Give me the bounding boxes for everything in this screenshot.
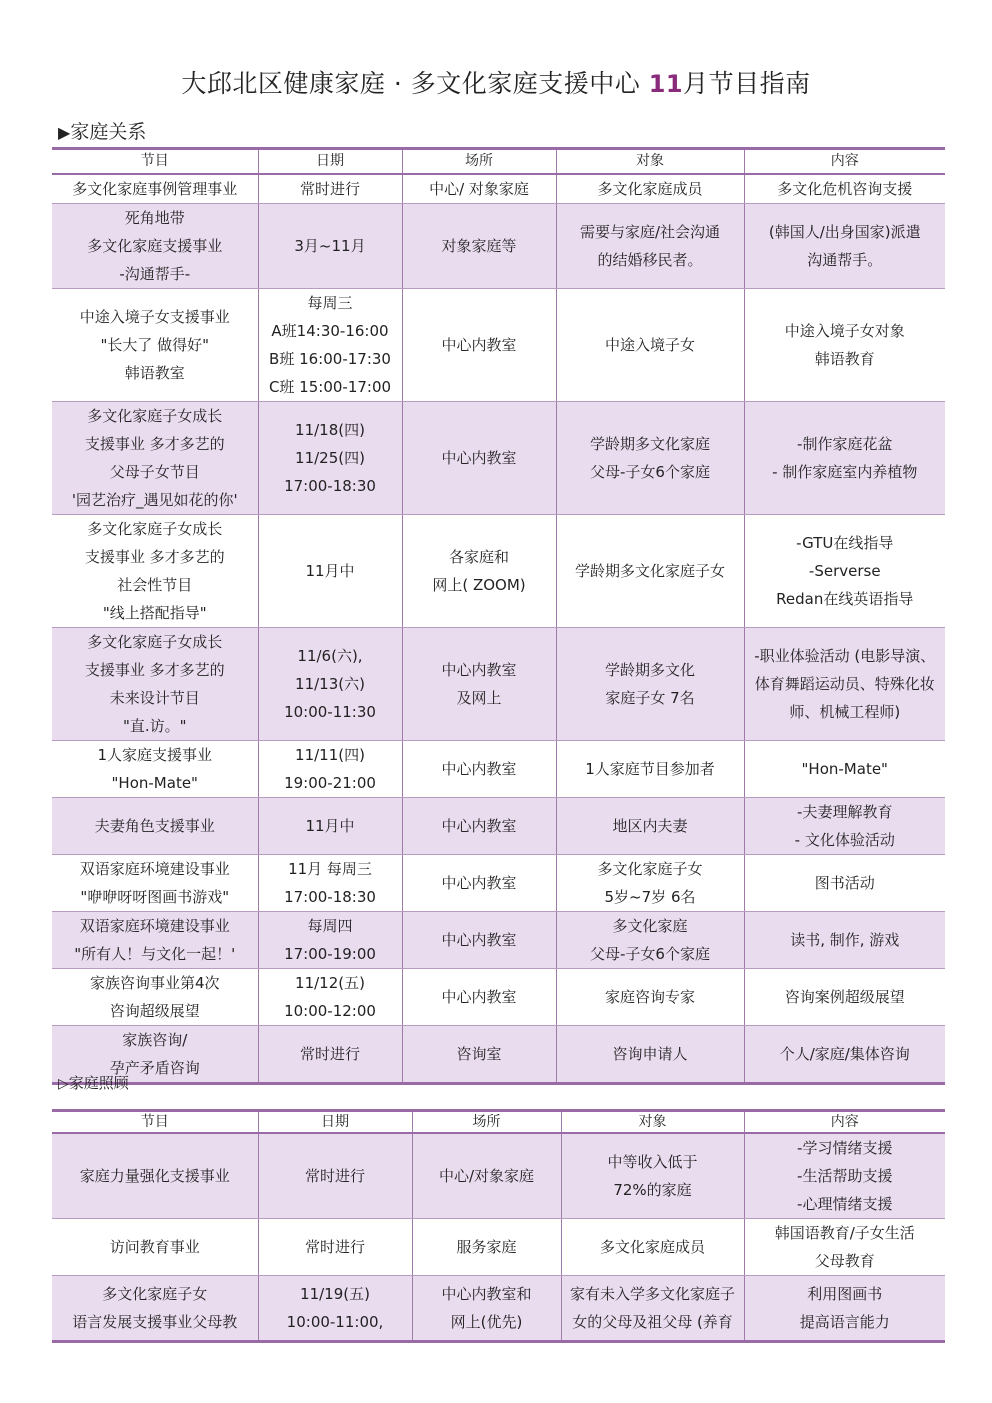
- cell-date: 常时进行: [258, 1025, 402, 1083]
- cell-target: 地区内夫妻: [556, 797, 744, 854]
- cell-date: 11/12(五) 10:00-12:00: [258, 968, 402, 1025]
- cell-place: 中心内教室: [402, 797, 556, 854]
- cell-place: 中心内教室: [402, 740, 556, 797]
- column-header-target: 对象: [561, 1111, 744, 1134]
- cell-date: 常时进行: [258, 1133, 412, 1219]
- table-row: [52, 1219, 945, 1276]
- column-header-content: 内容: [744, 149, 945, 174]
- cell-target: 1人家庭节目参加者: [556, 740, 744, 797]
- title-prefix: 大邱北区健康家庭 · 多文化家庭支援中心: [181, 69, 641, 98]
- cell-place: 中心内教室: [402, 401, 556, 514]
- cell-content: 中途入境子女对象 韩语教育: [744, 288, 945, 401]
- table-row: [52, 740, 945, 797]
- section-heading-family-care: [58, 1072, 129, 1093]
- cell-target: 多文化家庭成员: [561, 1219, 744, 1276]
- section-heading-family-relations: [58, 117, 146, 144]
- cell-date: 11月 每周三 17:00-18:30: [258, 854, 402, 911]
- cell-place: 中心内教室 及网上: [402, 627, 556, 740]
- cell-place: 中心内教室: [402, 854, 556, 911]
- column-header-content: 内容: [744, 1111, 945, 1134]
- table-row: [52, 1133, 945, 1219]
- cell-date: 11/18(四) 11/25(四) 17:00-18:30: [258, 401, 402, 514]
- page-title: [0, 64, 992, 100]
- table-row: [52, 1025, 945, 1083]
- cell-content: -职业体验活动 (电影导演、 体育舞蹈运动员、特殊化妆 师、机械工程师): [744, 627, 945, 740]
- solid-triangle-icon: ▶: [58, 123, 71, 142]
- cell-content: 利用图画书 提高语言能力: [744, 1276, 945, 1342]
- cell-program: 多文化家庭子女 语言发展支援事业父母教: [52, 1276, 258, 1342]
- cell-program: 双语家庭环境建设事业 "所有人！与文化一起！': [52, 911, 258, 968]
- cell-content: (韩国人/出身国家)派遣 沟通帮手。: [744, 203, 945, 288]
- cell-content: -GTU在线指导 -Serverse Redan在线英语指导: [744, 514, 945, 627]
- cell-target: 学龄期多文化家庭子女: [556, 514, 744, 627]
- cell-content: "Hon-Mate": [744, 740, 945, 797]
- cell-date: 11/11(四) 19:00-21:00: [258, 740, 402, 797]
- table-row: [52, 288, 945, 401]
- open-triangle-icon: ▷: [58, 1076, 69, 1092]
- title-suffix: 月节目指南: [683, 69, 811, 98]
- cell-program: 死角地带 多文化家庭支援事业 -沟通帮手-: [52, 203, 258, 288]
- cell-content: 个人/家庭/集体咨询: [744, 1025, 945, 1083]
- cell-content: 咨询案例超级展望: [744, 968, 945, 1025]
- cell-program: 家族咨询事业第4次 咨询超级展望: [52, 968, 258, 1025]
- cell-target: 家有未入学多文化家庭子 女的父母及祖父母 (养育: [561, 1276, 744, 1342]
- section-label: 家庭照顾: [68, 1074, 129, 1092]
- cell-date: 3月~11月: [258, 203, 402, 288]
- cell-place: 各家庭和 网上( ZOOM): [402, 514, 556, 627]
- cell-place: 中心/ 对象家庭: [402, 174, 556, 204]
- cell-target: 多文化家庭 父母-子女6个家庭: [556, 911, 744, 968]
- cell-content: -学习情绪支援 -生活帮助支援 -心理情绪支援: [744, 1133, 945, 1219]
- table-row: [52, 854, 945, 911]
- cell-program: 多文化家庭子女成长 支援事业 多才多艺的 社会性节目 "线上搭配指导": [52, 514, 258, 627]
- table-row: [52, 911, 945, 968]
- table-row: [52, 1276, 945, 1342]
- cell-program: 双语家庭环境建设事业 "咿咿呀呀图画书游戏": [52, 854, 258, 911]
- cell-date: 11月中: [258, 514, 402, 627]
- cell-program: 多文化家庭子女成长 支援事业 多才多艺的 未来设计节目 "直.访。": [52, 627, 258, 740]
- cell-target: 学龄期多文化家庭 父母-子女6个家庭: [556, 401, 744, 514]
- column-header-target: 对象: [556, 149, 744, 174]
- cell-program: 1人家庭支援事业 "Hon-Mate": [52, 740, 258, 797]
- section-label: 家庭关系: [70, 121, 147, 143]
- cell-place: 咨询室: [402, 1025, 556, 1083]
- cell-target: 中途入境子女: [556, 288, 744, 401]
- cell-program: 家庭力量强化支援事业: [52, 1133, 258, 1219]
- cell-date: 每周四 17:00-19:00: [258, 911, 402, 968]
- cell-place: 服务家庭: [412, 1219, 561, 1276]
- family-relations-table: [52, 147, 945, 1085]
- table-row: [52, 968, 945, 1025]
- cell-date: 每周三 A班14:30-16:00 B班 16:00-17:30 C班 15:00-17:00: [258, 288, 402, 401]
- cell-program: 夫妻角色支援事业: [52, 797, 258, 854]
- column-header-date: 日期: [258, 1111, 412, 1134]
- cell-date: 11/19(五) 10:00-11:00,: [258, 1276, 412, 1342]
- cell-content: -夫妻理解教育 - 文化体验活动: [744, 797, 945, 854]
- cell-program: 中途入境子女支援事业 "长大了 做得好" 韩语教室: [52, 288, 258, 401]
- cell-target: 家庭咨询专家: [556, 968, 744, 1025]
- cell-place: 对象家庭等: [402, 203, 556, 288]
- column-header-place: 场所: [402, 149, 556, 174]
- cell-date: 11月中: [258, 797, 402, 854]
- cell-place: 中心/对象家庭: [412, 1133, 561, 1219]
- cell-date: 常时进行: [258, 174, 402, 204]
- cell-content: -制作家庭花盆 - 制作家庭室内养植物: [744, 401, 945, 514]
- cell-program: 访问教育事业: [52, 1219, 258, 1276]
- cell-program: 家族咨询/ 孕产矛盾咨询: [52, 1025, 258, 1083]
- cell-target: 学龄期多文化 家庭子女 7名: [556, 627, 744, 740]
- column-header-place: 场所: [412, 1111, 561, 1134]
- family-care-table: [52, 1109, 945, 1343]
- cell-target: 多文化家庭子女 5岁~7岁 6名: [556, 854, 744, 911]
- cell-target: 需要与家庭/社会沟通 的结婚移民者。: [556, 203, 744, 288]
- cell-content: 图书活动: [744, 854, 945, 911]
- cell-date: 常时进行: [258, 1219, 412, 1276]
- title-month-number: 11: [648, 70, 684, 98]
- table-row: [52, 401, 945, 514]
- table-row: [52, 174, 945, 204]
- table-row: [52, 203, 945, 288]
- cell-target: 咨询申请人: [556, 1025, 744, 1083]
- cell-target: 中等收入低于 72%的家庭: [561, 1133, 744, 1219]
- cell-program: 多文化家庭子女成长 支援事业 多才多艺的 父母子女节目 '园艺治疗_遇见如花的你': [52, 401, 258, 514]
- cell-place: 中心内教室: [402, 911, 556, 968]
- cell-content: 韩国语教育/子女生活 父母教育: [744, 1219, 945, 1276]
- table-row: [52, 514, 945, 627]
- cell-place: 中心内教室: [402, 968, 556, 1025]
- column-header-program: 节目: [52, 149, 258, 174]
- cell-content: 多文化危机咨询支援: [744, 174, 945, 204]
- cell-date: 11/6(六), 11/13(六) 10:00-11:30: [258, 627, 402, 740]
- cell-place: 中心内教室: [402, 288, 556, 401]
- column-header-date: 日期: [258, 149, 402, 174]
- column-header-program: 节目: [52, 1111, 258, 1134]
- cell-content: 读书, 制作, 游戏: [744, 911, 945, 968]
- cell-place: 中心内教室和 网上(优先): [412, 1276, 561, 1342]
- table-row: [52, 797, 945, 854]
- cell-program: 多文化家庭事例管理事业: [52, 174, 258, 204]
- table-row: [52, 627, 945, 740]
- cell-target: 多文化家庭成员: [556, 174, 744, 204]
